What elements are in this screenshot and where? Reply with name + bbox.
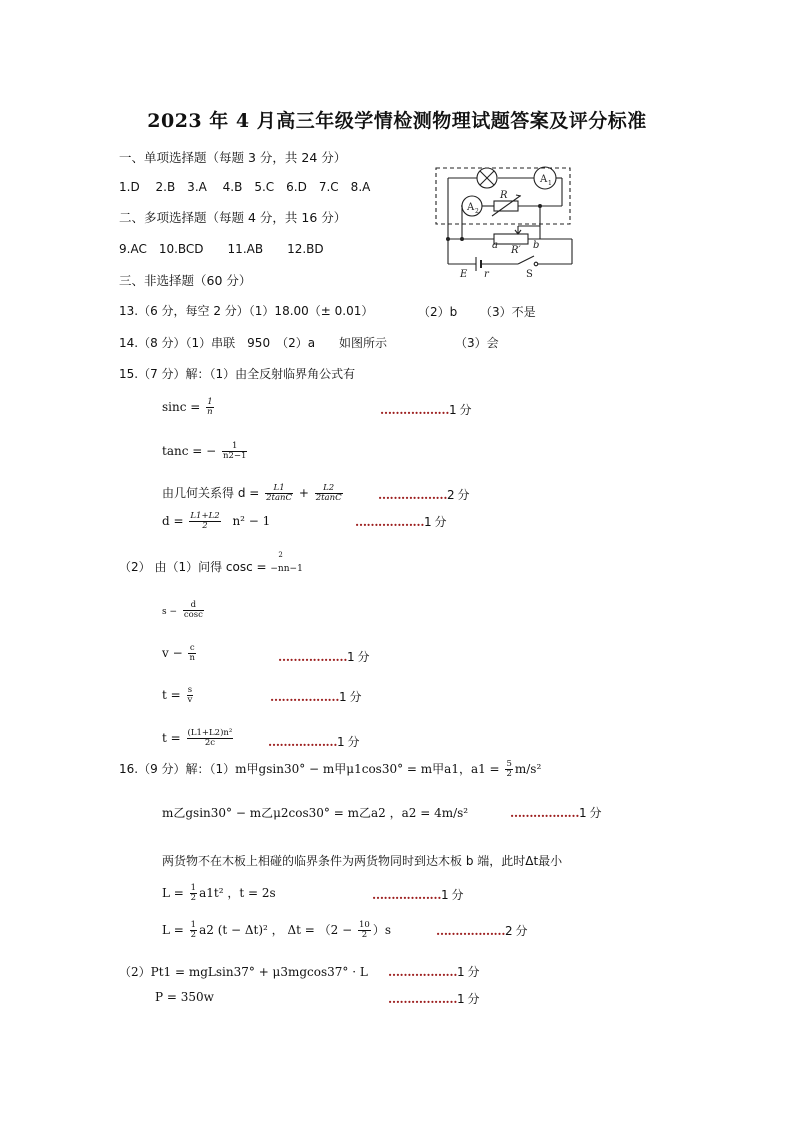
dt-den: 2 [361,930,368,940]
q15-tanc-eq [162,442,249,461]
t-den: v [187,695,193,705]
L1-num: 1 [190,883,197,893]
q15-sinc-eq [162,398,216,417]
label-a2-sub: 2 [475,208,479,215]
single-choice-answers: 1.D 2.B 3.A 4.B 5.C 6.D 7.C 8.A [119,180,371,194]
q16-power-eq: P = 350w [155,990,214,1004]
slide-rheostat-symbol [494,234,528,244]
label-a1: A [540,174,548,185]
score-L2: ………………2 分 [436,924,527,938]
score-eq2: ………………1 分 [510,806,601,820]
s-den: cosc [183,610,203,620]
page-title: 2023 年 4 月高三年级学情检测物理试题答案及评分标准 [147,110,647,132]
q16-part2-eq: （2）Pt1 = mgLsin37° + μ3mgcos37° · L [119,965,368,979]
score-sinc: ………………1 分 [380,403,471,417]
s-num: d [183,601,204,611]
q15-head: 15.（7 分）解：（1）由全反射临界角公式有 [119,367,356,381]
score-power: ………………1 分 [388,992,479,1006]
q14-part3: （3）会 [455,336,499,350]
q16-eq1 [119,760,541,779]
label-s: S [526,269,533,280]
cosc-sup: 2 [278,551,283,559]
label-a2: A [467,202,475,213]
t2-num: (L1+L2)n² [187,728,233,738]
v-den: n [189,653,195,663]
q16-eq1-text: m甲gsin30° − m甲μ1cos30° = m甲a1，a1 = [235,762,500,776]
L1-den: 2 [190,893,197,903]
label-r: R [500,190,508,201]
score-v: ………………1 分 [278,650,369,664]
q15-d-eq [162,512,270,531]
d-den: 2 [202,521,208,531]
section-non-choice: 三、非选择题（60 分） [119,273,252,288]
cosc-expr: −n [270,564,284,574]
tanc-den: n2−1 [223,451,247,461]
q13-part2: （2）b [418,305,458,319]
score-geometry: ………………2 分 [378,488,469,502]
q15-t2-eq [162,729,235,748]
score-L1: ………………1 分 [372,888,463,902]
q13-part3: （3）不是 [480,305,536,319]
q15-part2-cosc [119,551,303,575]
L2-rest: a2 (t − Δt)² ， Δt = （2 − [199,923,353,937]
q16-L1-eq [162,884,276,903]
geo-frac1-den: 2tanC [266,493,293,503]
L2-den: 2 [190,930,197,940]
L1-rest: a1t² ，t = 2s [199,886,276,900]
a1-num: 5 [506,759,512,769]
q15-v-eq [162,644,198,663]
cosc-tail: n−1 [283,564,303,574]
score-t: ………………1 分 [270,690,361,704]
label-a1-sub: 1 [548,180,552,187]
q14-answer: 14.（8 分）（1）串联 950 （2）a 如图所示 [119,336,388,350]
switch-symbol [518,256,534,264]
q16-L2-eq [162,921,391,940]
section-multi-choice: 二、多项选择题（每题 4 分，共 16 分） [119,210,347,225]
t2-den: 2c [204,738,215,748]
multi-choice-answers: 9.AC 10.BCD 11.AB 12.BD [119,242,324,256]
label-r-prime: R′ [511,245,521,256]
L2-num: 1 [190,920,197,930]
L2-lhs: L = [162,923,184,937]
dt-num: 10 [359,920,370,930]
tanc-lhs: tanc = − [162,444,217,458]
d-tail: n² − 1 [232,514,271,528]
geo-plus: + [298,486,309,500]
sinc-den: n [207,407,213,417]
geo-lhs: 由几何关系得 d = [162,486,260,500]
label-a: a [492,240,498,251]
q13-answer: 13.（6 分，每空 2 分）（1）18.00（± 0.01） [119,304,374,318]
a1-unit: m/s² [514,762,542,776]
q15-geometry-eq [162,484,345,503]
q16-eq2: m乙gsin30° − m乙μ2cos30° = m乙a2 ，a2 = 4m/s² [162,806,469,820]
label-e: E [460,269,468,280]
d-lhs: d = [162,514,184,528]
t-num: s [187,685,193,695]
q15-s-eq [162,601,206,620]
q15-t-eq [162,686,195,705]
a1-den: 2 [506,769,512,779]
label-r-internal: r [484,269,489,280]
sinc-num: 1 [207,397,213,407]
label-b: b [533,240,540,251]
t-lhs: t = [162,688,181,702]
score-t2: ………………1 分 [268,735,359,749]
s-lhs: s − [162,607,178,617]
q16-head: 16.（9 分）解：（1） [119,762,236,776]
geo-frac2-num: L2 [315,484,343,494]
geo-frac2-den: 2tanC [315,493,342,503]
geo-frac1-num: L1 [265,484,293,494]
v-lhs: v − [162,646,183,660]
part2-lhs: （2） 由（1）问得 cosc = [119,560,267,574]
sinc-lhs: sinc = [162,400,201,414]
score-part2: ………………1 分 [388,965,479,979]
section-single-choice: 一、单项选择题（每题 3 分，共 24 分） [119,150,347,165]
score-d: ………………1 分 [355,515,446,529]
circuit-diagram [430,162,580,284]
tanc-num: 1 [222,442,247,452]
dt-tail: ）s [372,923,391,937]
v-num: c [189,643,195,653]
q16-critical-condition: 两货物不在木板上相碰的临界条件为两货物同时到达木板 b 端，此时Δt最小 [162,854,563,868]
L1-lhs: L = [162,886,184,900]
t2-lhs: t = [162,731,181,745]
d-num: L1+L2 [190,511,220,521]
